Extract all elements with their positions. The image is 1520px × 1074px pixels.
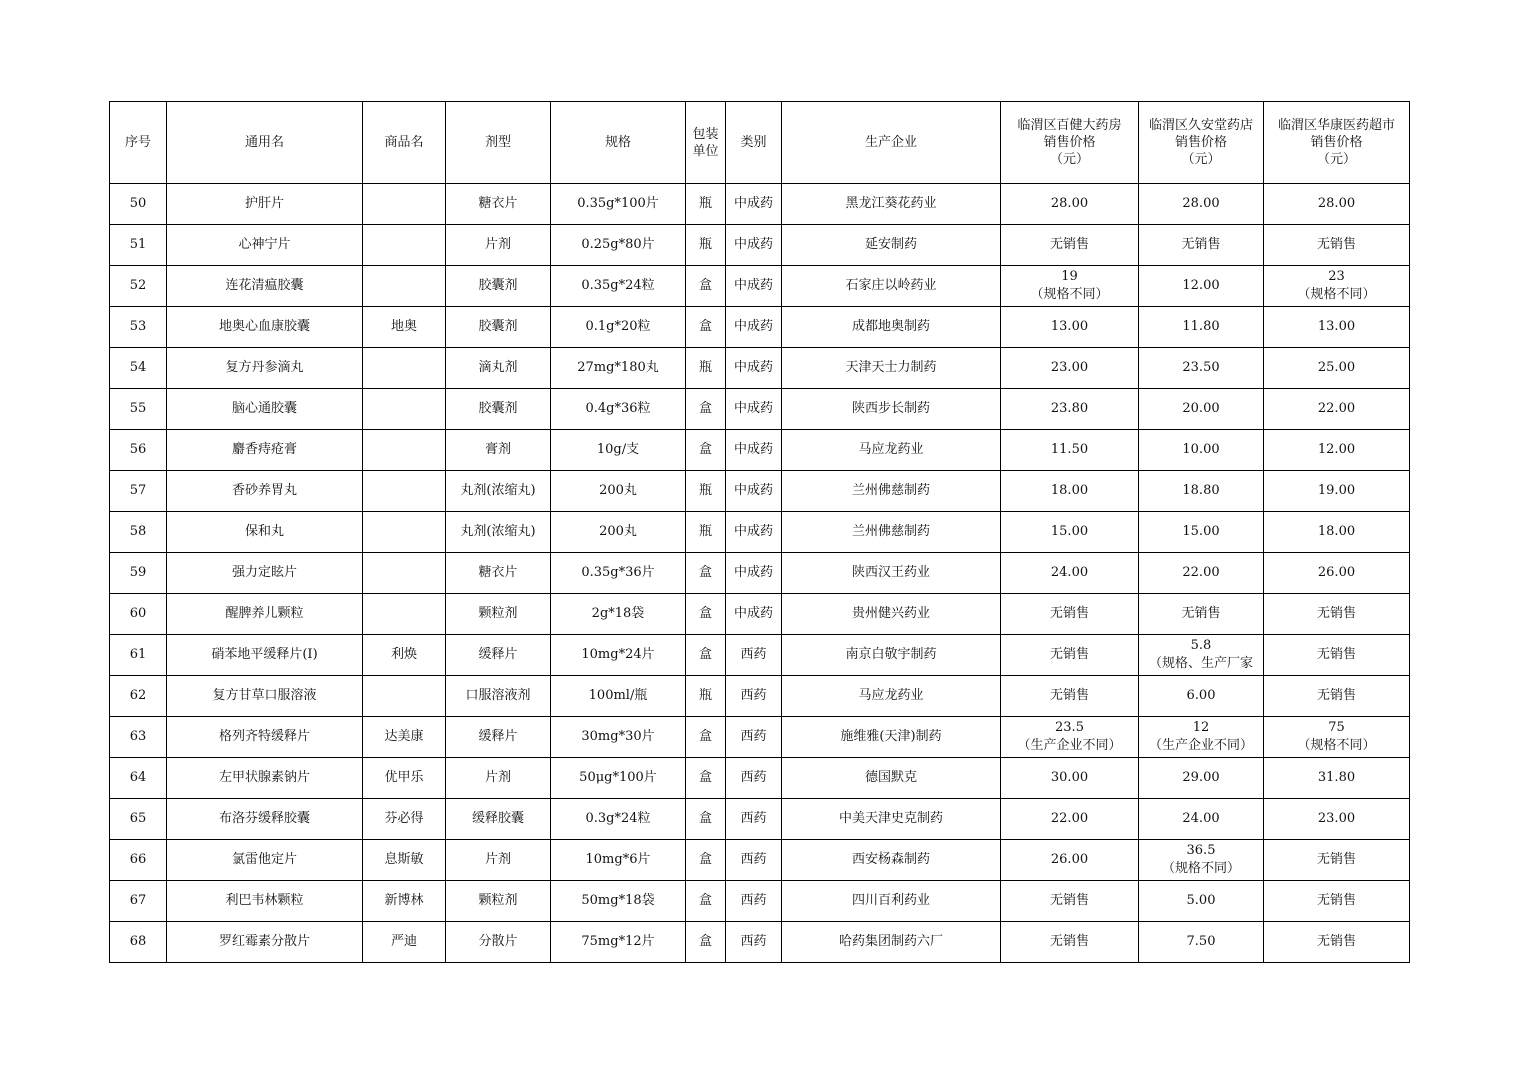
cell-price1: 18.00: [1001, 471, 1139, 512]
cell-spec: 0.35g*24粒: [551, 266, 686, 307]
cell-price2: 23.50: [1139, 348, 1264, 389]
cell-unit: 瓶: [686, 184, 726, 225]
cell-price3: 75 （规格不同）: [1264, 717, 1410, 758]
cell-form: 滴丸剂: [446, 348, 551, 389]
column-header-generic: [167, 102, 363, 184]
cell-form: 颗粒剂: [446, 881, 551, 922]
cell-maker: 德国默克: [782, 758, 1001, 799]
cell-category: 西药: [726, 840, 782, 881]
cell-price1: 23.5 （生产企业不同）: [1001, 717, 1139, 758]
column-header-line: 临渭区华康医药超市: [1277, 118, 1395, 133]
cell-brand: [363, 676, 446, 717]
cell-brand: 息斯敏: [363, 840, 446, 881]
table-row: [110, 594, 1410, 635]
cell-price1: 19 （规格不同）: [1001, 266, 1139, 307]
cell-price3: 23 （规格不同）: [1264, 266, 1410, 307]
cell-unit: 瓶: [686, 225, 726, 266]
cell-unit: 盒: [686, 266, 726, 307]
cell-spec: 0.1g*20粒: [551, 307, 686, 348]
column-header-line: （元）: [1049, 152, 1089, 167]
cell-seq: 59: [110, 553, 167, 594]
cell-maker: 兰州佛慈制药: [782, 471, 1001, 512]
column-header-brand: [363, 102, 446, 184]
cell-seq: 63: [110, 717, 167, 758]
cell-category: 西药: [726, 799, 782, 840]
cell-spec: 0.3g*24粒: [551, 799, 686, 840]
cell-maker: 黑龙江葵花药业: [782, 184, 1001, 225]
cell-category: 西药: [726, 717, 782, 758]
cell-brand: 优甲乐: [363, 758, 446, 799]
table-row: [110, 389, 1410, 430]
cell-spec: 10mg*24片: [551, 635, 686, 676]
cell-spec: 10mg*6片: [551, 840, 686, 881]
cell-category: 中成药: [726, 471, 782, 512]
cell-maker: 石家庄以岭药业: [782, 266, 1001, 307]
cell-price3: 23.00: [1264, 799, 1410, 840]
cell-spec: 0.35g*36片: [551, 553, 686, 594]
cell-brand: [363, 430, 446, 471]
cell-brand: [363, 184, 446, 225]
cell-unit: 瓶: [686, 348, 726, 389]
cell-price3: 22.00: [1264, 389, 1410, 430]
cell-spec: 200丸: [551, 512, 686, 553]
column-header-line: 通用名: [244, 135, 284, 150]
cell-brand: 芬必得: [363, 799, 446, 840]
table-row: [110, 184, 1410, 225]
table-row: [110, 881, 1410, 922]
cell-maker: 马应龙药业: [782, 676, 1001, 717]
cell-seq: 68: [110, 922, 167, 963]
table-row: [110, 758, 1410, 799]
table-row: [110, 225, 1410, 266]
cell-price3: 12.00: [1264, 430, 1410, 471]
cell-unit: 盒: [686, 922, 726, 963]
cell-generic: 脑心通胶囊: [167, 389, 363, 430]
table-row: [110, 348, 1410, 389]
cell-price2: 7.50: [1139, 922, 1264, 963]
cell-price1: 11.50: [1001, 430, 1139, 471]
cell-price3: 无销售: [1264, 225, 1410, 266]
cell-generic: 强力定眩片: [167, 553, 363, 594]
cell-brand: [363, 389, 446, 430]
cell-form: 缓释胶囊: [446, 799, 551, 840]
cell-generic: 护肝片: [167, 184, 363, 225]
column-header-line: 包装: [692, 126, 719, 142]
cell-generic: 心神宁片: [167, 225, 363, 266]
cell-price1: 15.00: [1001, 512, 1139, 553]
cell-unit: 瓶: [686, 512, 726, 553]
column-header-unit: [686, 102, 726, 184]
cell-form: 胶囊剂: [446, 266, 551, 307]
cell-generic: 连花清瘟胶囊: [167, 266, 363, 307]
cell-generic: 醒脾养儿颗粒: [167, 594, 363, 635]
cell-unit: 盒: [686, 840, 726, 881]
cell-spec: 0.4g*36粒: [551, 389, 686, 430]
table-row: [110, 922, 1410, 963]
cell-unit: 盒: [686, 881, 726, 922]
cell-maker: 南京白敬宇制药: [782, 635, 1001, 676]
column-header-line: 序号: [124, 135, 151, 150]
table-row: [110, 799, 1410, 840]
cell-form: 缓释片: [446, 635, 551, 676]
cell-form: 口服溶液剂: [446, 676, 551, 717]
column-header-line: （元）: [1316, 152, 1356, 167]
cell-category: 中成药: [726, 512, 782, 553]
cell-unit: 瓶: [686, 471, 726, 512]
cell-price2: 22.00: [1139, 553, 1264, 594]
column-header-line: 类别: [740, 135, 767, 150]
column-header-line: 规格: [604, 135, 631, 150]
cell-generic: 利巴韦林颗粒: [167, 881, 363, 922]
cell-category: 中成药: [726, 266, 782, 307]
cell-generic: 硝苯地平缓释片(Ⅰ): [167, 635, 363, 676]
cell-form: 片剂: [446, 225, 551, 266]
cell-seq: 67: [110, 881, 167, 922]
table-row: [110, 430, 1410, 471]
cell-maker: 施维雅(天津)制药: [782, 717, 1001, 758]
cell-generic: 氯雷他定片: [167, 840, 363, 881]
table-row: [110, 553, 1410, 594]
cell-maker: 兰州佛慈制药: [782, 512, 1001, 553]
cell-seq: 60: [110, 594, 167, 635]
cell-maker: 西安杨森制药: [782, 840, 1001, 881]
cell-category: 西药: [726, 635, 782, 676]
cell-generic: 保和丸: [167, 512, 363, 553]
cell-maker: 成都地奥制药: [782, 307, 1001, 348]
column-header-form: [446, 102, 551, 184]
cell-price1: 无销售: [1001, 635, 1139, 676]
cell-maker: 四川百利药业: [782, 881, 1001, 922]
cell-price1: 23.00: [1001, 348, 1139, 389]
column-header-line: 临渭区久安堂药店: [1148, 118, 1253, 133]
cell-maker: 陕西步长制药: [782, 389, 1001, 430]
table-row: [110, 307, 1410, 348]
cell-generic: 麝香痔疮膏: [167, 430, 363, 471]
cell-category: 中成药: [726, 307, 782, 348]
cell-price3: 26.00: [1264, 553, 1410, 594]
cell-price1: 无销售: [1001, 676, 1139, 717]
table-row: [110, 717, 1410, 758]
cell-maker: 马应龙药业: [782, 430, 1001, 471]
cell-price3: 28.00: [1264, 184, 1410, 225]
cell-unit: 盒: [686, 758, 726, 799]
cell-seq: 52: [110, 266, 167, 307]
cell-brand: 达美康: [363, 717, 446, 758]
column-header-price2: [1139, 102, 1264, 184]
cell-seq: 53: [110, 307, 167, 348]
column-header-price1: [1001, 102, 1139, 184]
cell-price1: 无销售: [1001, 881, 1139, 922]
cell-price2: 15.00: [1139, 512, 1264, 553]
cell-seq: 54: [110, 348, 167, 389]
cell-maker: 延安制药: [782, 225, 1001, 266]
cell-price2: 36.5 （规格不同）: [1139, 840, 1264, 881]
cell-price1: 无销售: [1001, 225, 1139, 266]
table-row: [110, 266, 1410, 307]
cell-form: 分散片: [446, 922, 551, 963]
header-row: [110, 102, 1410, 184]
cell-unit: 瓶: [686, 676, 726, 717]
cell-price1: 无销售: [1001, 922, 1139, 963]
cell-price2: 无销售: [1139, 225, 1264, 266]
cell-brand: 严迪: [363, 922, 446, 963]
cell-unit: 盒: [686, 389, 726, 430]
cell-brand: [363, 348, 446, 389]
cell-form: 缓释片: [446, 717, 551, 758]
cell-unit: 盒: [686, 717, 726, 758]
cell-form: 糖衣片: [446, 184, 551, 225]
cell-price2: 18.80: [1139, 471, 1264, 512]
cell-price2: 5.8 （规格、生产厂家: [1139, 635, 1264, 676]
cell-price2: 11.80: [1139, 307, 1264, 348]
cell-spec: 0.35g*100片: [551, 184, 686, 225]
cell-seq: 65: [110, 799, 167, 840]
price-comparison-table: [109, 101, 1410, 963]
cell-spec: 50μg*100片: [551, 758, 686, 799]
cell-seq: 66: [110, 840, 167, 881]
cell-category: 中成药: [726, 430, 782, 471]
cell-generic: 地奥心血康胶囊: [167, 307, 363, 348]
column-header-line: （元）: [1181, 152, 1221, 167]
table-header: [110, 102, 1410, 184]
cell-price2: 28.00: [1139, 184, 1264, 225]
cell-brand: [363, 512, 446, 553]
cell-brand: [363, 553, 446, 594]
column-header-line: 销售价格: [1043, 135, 1096, 150]
table-row: [110, 635, 1410, 676]
cell-price3: 无销售: [1264, 594, 1410, 635]
cell-generic: 布洛芬缓释胶囊: [167, 799, 363, 840]
cell-category: 西药: [726, 922, 782, 963]
cell-unit: 盒: [686, 635, 726, 676]
cell-seq: 50: [110, 184, 167, 225]
cell-form: 颗粒剂: [446, 594, 551, 635]
column-header-maker: [782, 102, 1001, 184]
cell-unit: 盒: [686, 430, 726, 471]
cell-price3: 无销售: [1264, 881, 1410, 922]
cell-price3: 无销售: [1264, 840, 1410, 881]
cell-category: 中成药: [726, 594, 782, 635]
cell-price2: 12.00: [1139, 266, 1264, 307]
cell-form: 片剂: [446, 840, 551, 881]
cell-seq: 64: [110, 758, 167, 799]
table-row: [110, 840, 1410, 881]
column-header-line: 生产企业: [864, 135, 917, 150]
cell-price3: 19.00: [1264, 471, 1410, 512]
cell-price2: 无销售: [1139, 594, 1264, 635]
cell-price2: 20.00: [1139, 389, 1264, 430]
cell-spec: 10g/支: [551, 430, 686, 471]
column-header-category: [726, 102, 782, 184]
cell-category: 中成药: [726, 184, 782, 225]
cell-spec: 0.25g*80片: [551, 225, 686, 266]
table-row: [110, 471, 1410, 512]
cell-brand: [363, 225, 446, 266]
cell-price1: 22.00: [1001, 799, 1139, 840]
cell-price2: 12 （生产企业不同）: [1139, 717, 1264, 758]
cell-seq: 62: [110, 676, 167, 717]
cell-price3: 25.00: [1264, 348, 1410, 389]
cell-price2: 29.00: [1139, 758, 1264, 799]
cell-brand: 利焕: [363, 635, 446, 676]
cell-unit: 盒: [686, 553, 726, 594]
cell-brand: [363, 471, 446, 512]
cell-generic: 左甲状腺素钠片: [167, 758, 363, 799]
cell-spec: 75mg*12片: [551, 922, 686, 963]
cell-category: 西药: [726, 758, 782, 799]
cell-seq: 57: [110, 471, 167, 512]
cell-category: 中成药: [726, 225, 782, 266]
cell-price1: 30.00: [1001, 758, 1139, 799]
cell-seq: 51: [110, 225, 167, 266]
cell-price3: 31.80: [1264, 758, 1410, 799]
cell-unit: 盒: [686, 799, 726, 840]
column-header-line: 商品名: [384, 135, 424, 150]
cell-maker: 贵州健兴药业: [782, 594, 1001, 635]
column-header-line: 销售价格: [1310, 135, 1363, 150]
cell-brand: [363, 594, 446, 635]
cell-maker: 哈药集团制药六厂: [782, 922, 1001, 963]
cell-seq: 61: [110, 635, 167, 676]
cell-price1: 13.00: [1001, 307, 1139, 348]
cell-generic: 复方丹参滴丸: [167, 348, 363, 389]
cell-spec: 50mg*18袋: [551, 881, 686, 922]
column-header-spec: [551, 102, 686, 184]
column-header-line: 剂型: [484, 135, 511, 150]
cell-form: 胶囊剂: [446, 307, 551, 348]
cell-form: 胶囊剂: [446, 389, 551, 430]
cell-category: 中成药: [726, 348, 782, 389]
cell-price3: 13.00: [1264, 307, 1410, 348]
cell-spec: 200丸: [551, 471, 686, 512]
cell-generic: 格列齐特缓释片: [167, 717, 363, 758]
cell-generic: 罗红霉素分散片: [167, 922, 363, 963]
cell-category: 中成药: [726, 553, 782, 594]
cell-spec: 30mg*30片: [551, 717, 686, 758]
column-header-line: 单位: [692, 143, 719, 159]
cell-maker: 陕西汉王药业: [782, 553, 1001, 594]
cell-category: 中成药: [726, 389, 782, 430]
cell-price1: 28.00: [1001, 184, 1139, 225]
cell-spec: 100ml/瓶: [551, 676, 686, 717]
cell-brand: [363, 266, 446, 307]
cell-price3: 无销售: [1264, 676, 1410, 717]
cell-price2: 6.00: [1139, 676, 1264, 717]
cell-price3: 无销售: [1264, 635, 1410, 676]
cell-form: 丸剂(浓缩丸): [446, 471, 551, 512]
cell-unit: 盒: [686, 594, 726, 635]
cell-maker: 中美天津史克制药: [782, 799, 1001, 840]
cell-form: 丸剂(浓缩丸): [446, 512, 551, 553]
cell-unit: 盒: [686, 307, 726, 348]
cell-price2: 5.00: [1139, 881, 1264, 922]
table-row: [110, 676, 1410, 717]
cell-price1: 26.00: [1001, 840, 1139, 881]
cell-form: 膏剂: [446, 430, 551, 471]
table-body: [110, 184, 1410, 963]
column-header-seq: [110, 102, 167, 184]
cell-brand: 地奥: [363, 307, 446, 348]
cell-price1: 24.00: [1001, 553, 1139, 594]
table-row: [110, 512, 1410, 553]
cell-seq: 56: [110, 430, 167, 471]
cell-spec: 2g*18袋: [551, 594, 686, 635]
column-header-line: 临渭区百健大药房: [1017, 118, 1122, 133]
cell-brand: 新博林: [363, 881, 446, 922]
cell-price2: 10.00: [1139, 430, 1264, 471]
cell-form: 片剂: [446, 758, 551, 799]
column-header-line: 销售价格: [1174, 135, 1227, 150]
cell-generic: 复方甘草口服溶液: [167, 676, 363, 717]
cell-price1: 23.80: [1001, 389, 1139, 430]
cell-price2: 24.00: [1139, 799, 1264, 840]
cell-seq: 58: [110, 512, 167, 553]
cell-maker: 天津天士力制药: [782, 348, 1001, 389]
column-header-price3: [1264, 102, 1410, 184]
cell-price1: 无销售: [1001, 594, 1139, 635]
cell-spec: 27mg*180丸: [551, 348, 686, 389]
cell-price3: 无销售: [1264, 922, 1410, 963]
cell-generic: 香砂养胃丸: [167, 471, 363, 512]
cell-category: 西药: [726, 676, 782, 717]
cell-price3: 18.00: [1264, 512, 1410, 553]
cell-seq: 55: [110, 389, 167, 430]
cell-category: 西药: [726, 881, 782, 922]
cell-form: 糖衣片: [446, 553, 551, 594]
